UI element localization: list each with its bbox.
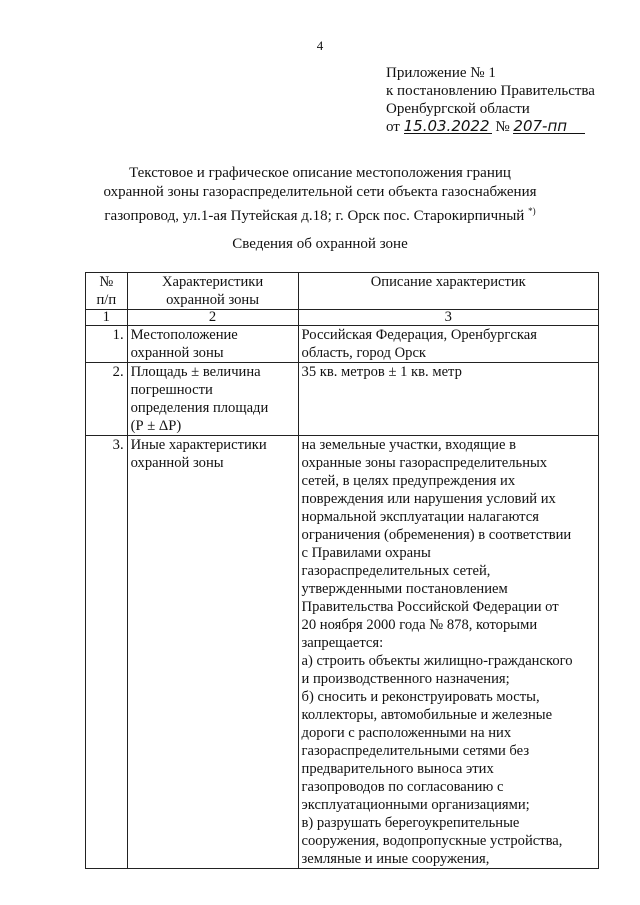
characteristic-cell [127,326,298,363]
cell-line: запрещается: [301,635,384,651]
header-characteristic-line: охранной зоны [166,292,260,308]
cell-line: нормальной эксплуатации налагаются [301,509,539,525]
title-line-text: газопровод, ул.1-ая Путейская д.18; г. Орск пос. Старокирпичный [104,208,525,224]
cell-line: погрешности [130,382,213,398]
cell-line: Местоположение [130,327,238,343]
cell-line: земляные и иные сооружения, [301,851,490,867]
table-header-row [86,273,599,310]
header-num-symbol: № [99,274,114,290]
cell-line: а) строить объекты жилищно-гражданского [301,653,573,669]
row-number: 2. [86,363,128,436]
description-cell [298,363,598,436]
cell-line: Площадь ± величина [130,364,261,380]
page-number: 4 [316,38,324,53]
header-description-cell [298,273,598,310]
footnote-mark: *) [528,206,536,216]
number-prefix: № [495,119,510,135]
cell-line: утвержденными постановлением [301,581,508,597]
cell-line: газораспределительных сетей, [301,563,491,579]
cell-line: эксплуатационными организациями; [301,797,530,813]
header-description-text: Описание характеристик [370,274,526,290]
appendix-title: Приложение № 1 [386,65,496,81]
column-number: 2 [127,310,298,326]
cell-line: предварительного выноса этих [301,761,494,777]
cell-line: область, город Орск [301,345,427,361]
cell-line: ограничения (обременения) в соответствии [301,527,572,543]
cell-line: с Правилами охраны [301,545,431,561]
cell-line: дороги с расположенными на них [301,725,512,741]
row-number: 3. [86,436,128,869]
appendix-resolution-line: к постановлению Правительства [386,83,595,99]
cell-line: определения площади [130,400,269,416]
cell-line: Правительства Российской Федерации от [301,599,559,615]
row-number: 1. [86,326,128,363]
date-prefix: от [386,119,400,135]
cell-line: Иные характеристики [130,437,267,453]
cell-line: и производственного назначения; [301,671,510,687]
title-line [40,202,600,226]
column-number: 1 [86,310,128,326]
table-row [86,363,599,436]
appendix-block [386,64,626,136]
table-row [86,326,599,363]
header-num-abbrev: п/п [96,292,117,308]
column-number: 3 [298,310,598,326]
section-heading: Сведения об охранной зоне [232,236,408,252]
cell-line: охранной зоны [130,345,224,361]
cell-line: 35 кв. метров ± 1 кв. метр [301,364,462,380]
handwritten-number: 207-пп [513,119,585,134]
header-characteristic-cell [127,273,298,310]
cell-line: Российская Федерация, Оренбургская [301,327,537,343]
cell-line: б) сносить и реконструировать мосты, [301,689,540,705]
cell-line: в) разрушать берегоукрепительные [301,815,520,831]
cell-line: коллекторы, автомобильные и железные [301,707,553,723]
table-row [86,436,599,869]
handwritten-date: 15.03.2022 [404,119,492,134]
cell-line: охранные зоны газораспределительных [301,455,548,471]
cell-line: газораспределительными сетями без [301,743,530,759]
cell-line: на земельные участки, входящие в [301,437,516,453]
document-title [40,164,600,226]
cell-line: газопроводов по согласованию с [301,779,504,795]
characteristic-cell [127,363,298,436]
characteristic-cell [127,436,298,869]
description-cell [298,436,598,869]
cell-line: (Р ± ΔР) [130,418,182,434]
cell-line: сооружения, водопропускные устройства, [301,833,563,849]
cell-line: охранной зоны [130,455,224,471]
header-num-cell [86,273,128,310]
appendix-date-line [386,118,626,136]
appendix-region-line: Оренбургской области [386,101,530,117]
cell-line: 20 ноября 2000 года № 878, которыми [301,617,538,633]
cell-line: повреждения или нарушения условий их [301,491,556,507]
zone-info-table [85,272,599,869]
cell-line: сетей, в целях предупреждения их [301,473,516,489]
column-number-row [86,310,599,326]
title-line: охранной зоны газораспределительной сети объекта газоснабжения [103,184,537,200]
title-line: Текстовое и графическое описание местоположения границ [129,165,511,181]
header-characteristic-line: Характеристики [161,274,264,290]
description-cell [298,326,598,363]
